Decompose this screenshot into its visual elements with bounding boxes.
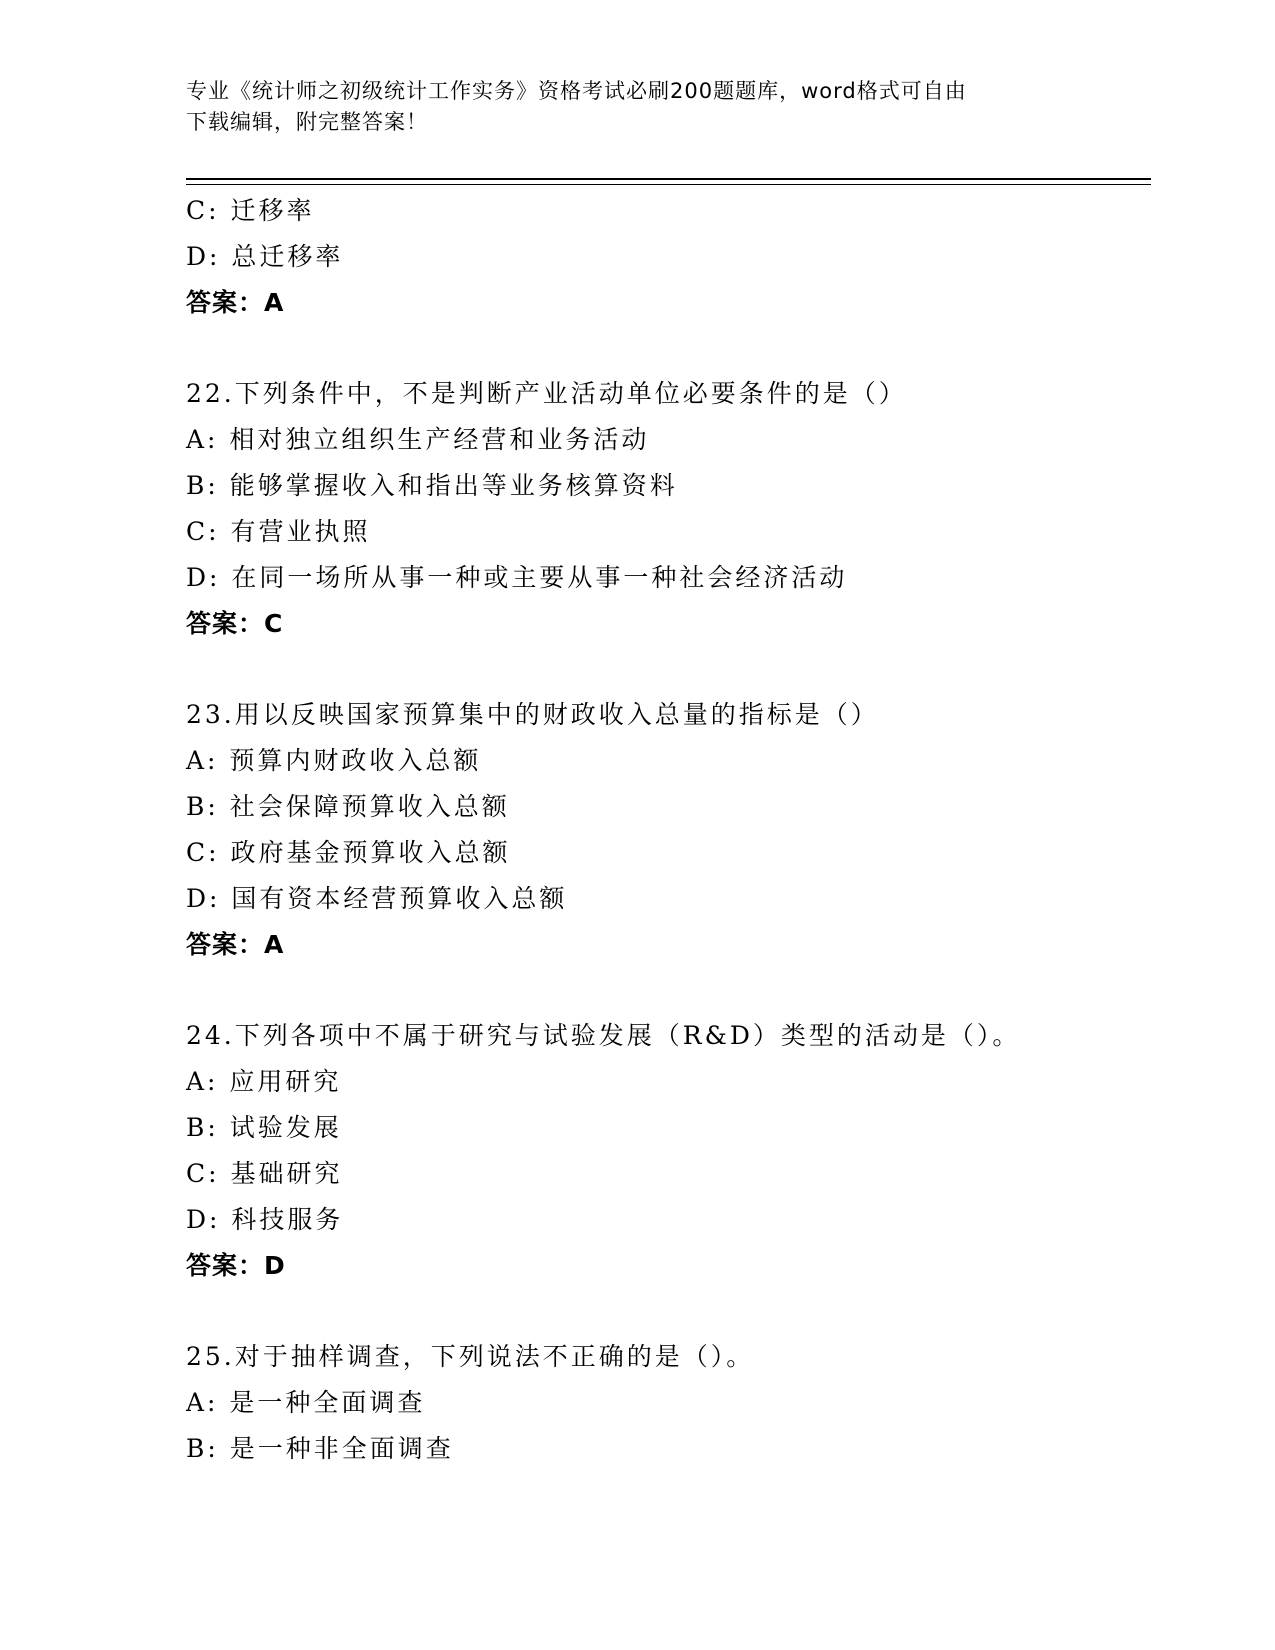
- answer-line: 答案：D: [186, 1251, 286, 1280]
- question-stem: 25.对于抽样调查，下列说法不正确的是（）。: [186, 1342, 755, 1371]
- option-a: A: 应用研究: [186, 1067, 342, 1096]
- option-a: A: 预算内财政收入总额: [186, 746, 482, 775]
- question-stem: 24.下列各项中不属于研究与试验发展（R&D）类型的活动是（）。: [186, 1021, 1021, 1050]
- option-c: C: 基础研究: [186, 1159, 343, 1188]
- question-block-22: [186, 371, 1146, 647]
- answer-line: 答案：C: [186, 609, 284, 638]
- question-stem: 23.用以反映国家预算集中的财政收入总量的指标是（）: [186, 700, 879, 729]
- question-block-23: [186, 692, 1146, 968]
- header-divider-thick: [186, 178, 1151, 180]
- question-list: [186, 188, 1146, 1472]
- option-c: C: 迁移率: [186, 196, 315, 225]
- question-block-24: [186, 1013, 1146, 1289]
- option-c: C: 有营业执照: [186, 517, 371, 546]
- option-d: D: 总迁移率: [186, 242, 344, 271]
- option-b: B: 是一种非全面调查: [186, 1434, 454, 1463]
- option-c: C: 政府基金预算收入总额: [186, 838, 511, 867]
- spacer: [186, 647, 1146, 692]
- document-header: [186, 76, 1066, 138]
- option-b: B: 试验发展: [186, 1113, 342, 1142]
- header-line-1: 专业《统计师之初级统计工作实务》资格考试必刷200题题库，word格式可自由: [186, 79, 967, 103]
- question-block-25: [186, 1334, 1146, 1472]
- option-b: B: 社会保障预算收入总额: [186, 792, 510, 821]
- option-a: A: 相对独立组织生产经营和业务活动: [186, 425, 650, 454]
- answer-line: 答案：A: [186, 930, 285, 959]
- header-divider-thin: [186, 184, 1151, 185]
- spacer: [186, 1289, 1146, 1334]
- question-block-21: [186, 188, 1146, 326]
- header-line-2: 下载编辑，附完整答案！: [186, 110, 428, 134]
- answer-line: 答案：A: [186, 288, 285, 317]
- option-a: A: 是一种全面调查: [186, 1388, 426, 1417]
- option-d: D: 国有资本经营预算收入总额: [186, 884, 568, 913]
- option-b: B: 能够掌握收入和指出等业务核算资料: [186, 471, 678, 500]
- spacer: [186, 326, 1146, 371]
- option-d: D: 科技服务: [186, 1205, 344, 1234]
- question-stem: 22.下列条件中，不是判断产业活动单位必要条件的是（）: [186, 379, 907, 408]
- spacer: [186, 968, 1146, 1013]
- option-d: D: 在同一场所从事一种或主要从事一种社会经济活动: [186, 563, 848, 592]
